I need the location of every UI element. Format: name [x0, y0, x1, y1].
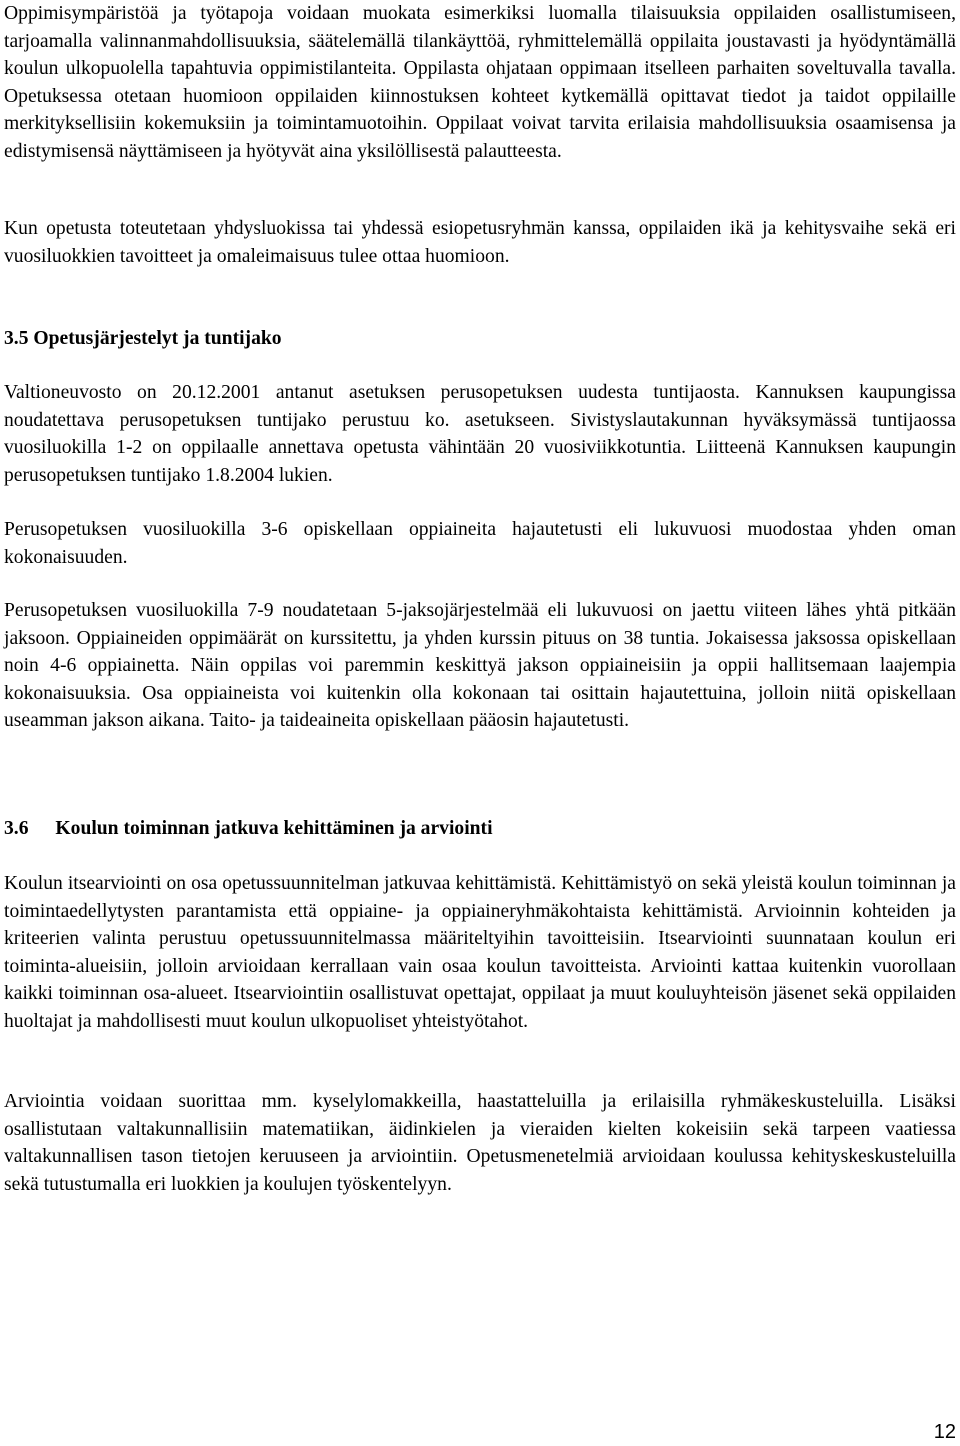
- heading-3-5-number: 3.5: [4, 328, 29, 349]
- page-number: 12: [933, 1421, 956, 1443]
- paragraph-grades-3-6: Perusopetuksen vuosiluokilla 3-6 opiskellaan oppiaineita hajautetusti eli lukuvuosi muodostaa yhden oman kokonaisuuden.: [4, 519, 956, 568]
- paragraph-grades-7-9: Perusopetuksen vuosiluokilla 7-9 noudatetaan 5-jaksojärjestelmää eli lukuvuosi on jaettu viiteen lähes yhtä pitkään jaksoon. Oppiaineiden oppimäärät on kurssitettu, ja yhden kurssin pituus on 38 tuntia. Jokaisessa jaksossa opiskellaan noin 4-6 oppiainetta. Näin oppilas voi paremmin keskittyä jakson oppiaineisiin ja oppii hallitsemaan laajempia kokonaisuuksia. Osa oppiaineista voi kuitenkin olla kokonaan tai osittain hajautettuina, jolloin niitä opiskellaan useamman jakson aikana. Taito- ja taideaineita opiskellaan pääosin hajautetusti.: [4, 600, 956, 732]
- paragraph-combined-classes: Kun opetusta toteutetaan yhdysluokissa tai yhdessä esiopetusryhmän kanssa, oppilaiden ikä ja kehitysvaihe sekä eri vuosiluokkien tavoitteet ja omaleimaisuus tulee ottaa huomioon.: [4, 218, 956, 267]
- heading-3-5-title: Opetusjärjestelyt ja tuntijako: [33, 328, 282, 349]
- heading-3-6-title: Koulun toiminnan jatkuva kehittäminen ja arviointi: [55, 818, 493, 839]
- heading-3-5: [4, 325, 956, 353]
- heading-3-6-number: 3.6: [4, 818, 29, 839]
- paragraph-evaluation-methods: Arviointia voidaan suorittaa mm. kyselylomakkeilla, haastatteluilla ja erilaisilla ryhmäkeskusteluilla. Lisäksi osallistutaan valtakunnallisiin matematiikan, äidinkielen ja vieraiden kielten kokeisiin sekä tarpeen vaatiessa valtakunnallisen tason tietojen keruuseen ja arviointiin. Opetusmenetelmiä arvioidaan koulussa kehityskeskusteluilla sekä tutustumalla eri luokkien ja koulujen työskentelyyn.: [4, 1091, 956, 1195]
- paragraph-time-allocation-decree: Valtioneuvosto on 20.12.2001 antanut asetuksen perusopetuksen uudesta tuntijaosta. Kannuksen kaupungissa noudatettava perusopetuksen tuntijako perustuu ko. asetukseen. Sivistyslautakunnan hyväksymässä tuntijaossa vuosiluokilla 1-2 on oppilaalle annettava opetusta vähintään 20 vuosiviikkotuntia. Liitteenä Kannuksen kaupungin perusopetuksen tuntijako 1.8.2004 lukien.: [4, 382, 956, 486]
- paragraph-self-evaluation: Koulun itsearviointi on osa opetussuunnitelman jatkuvaa kehittämistä. Kehittämistyö on sekä yleistä koulun toiminnan ja toimintaedellytysten parantamista että oppiaine- ja oppiaineryhmäkohtaista kehittämistä. Arvioinnin kohteiden ja kriteerien valinta perustuu opetussuunnitelmassa määriteltyihin tavoitteisiin. Itsearviointi suunnataan koulun eri toiminta-alueisiin, jolloin arvioidaan kerrallaan vain osaa koulun tavoitteista. Arviointi kattaa kuitenkin vuorollaan kaikki toiminnan osa-alueet. Itsearviointiin osallistuvat opettajat, oppilaat ja muut kouluyhteisön jäsenet sekä oppilaiden huoltajat ja mahdollisesti muut koulun ulkopuoliset yhteistyötahot.: [4, 873, 956, 1032]
- heading-3-6: [4, 815, 956, 843]
- paragraph-learning-environment: Oppimisympäristöä ja työtapoja voidaan muokata esimerkiksi luomalla tilaisuuksia oppilaiden osallistumiseen, tarjoamalla valinnanmahdollisuuksia, säätelemällä tilankäyttöä, ryhmittelemällä oppilaita joustavasti ja hyödyntämällä koulun ulkopuolella tapahtuvia oppimistilanteita. Oppilasta ohjataan oppimaan itselleen parhaiten soveltuvalla tavalla. Opetuksessa otetaan huomioon oppilaiden kiinnostuksen kohteet kytkemällä opittavat tiedot ja taidot oppilaille merkityksellisiin kokemuksiin ja toimintamuotoihin. Oppilaat voivat tarvita erilaisia mahdollisuuksia osaamisensa ja edistymisensä näyttämiseen ja hyötyvät aina yksilöllisestä palautteesta.: [4, 3, 956, 162]
